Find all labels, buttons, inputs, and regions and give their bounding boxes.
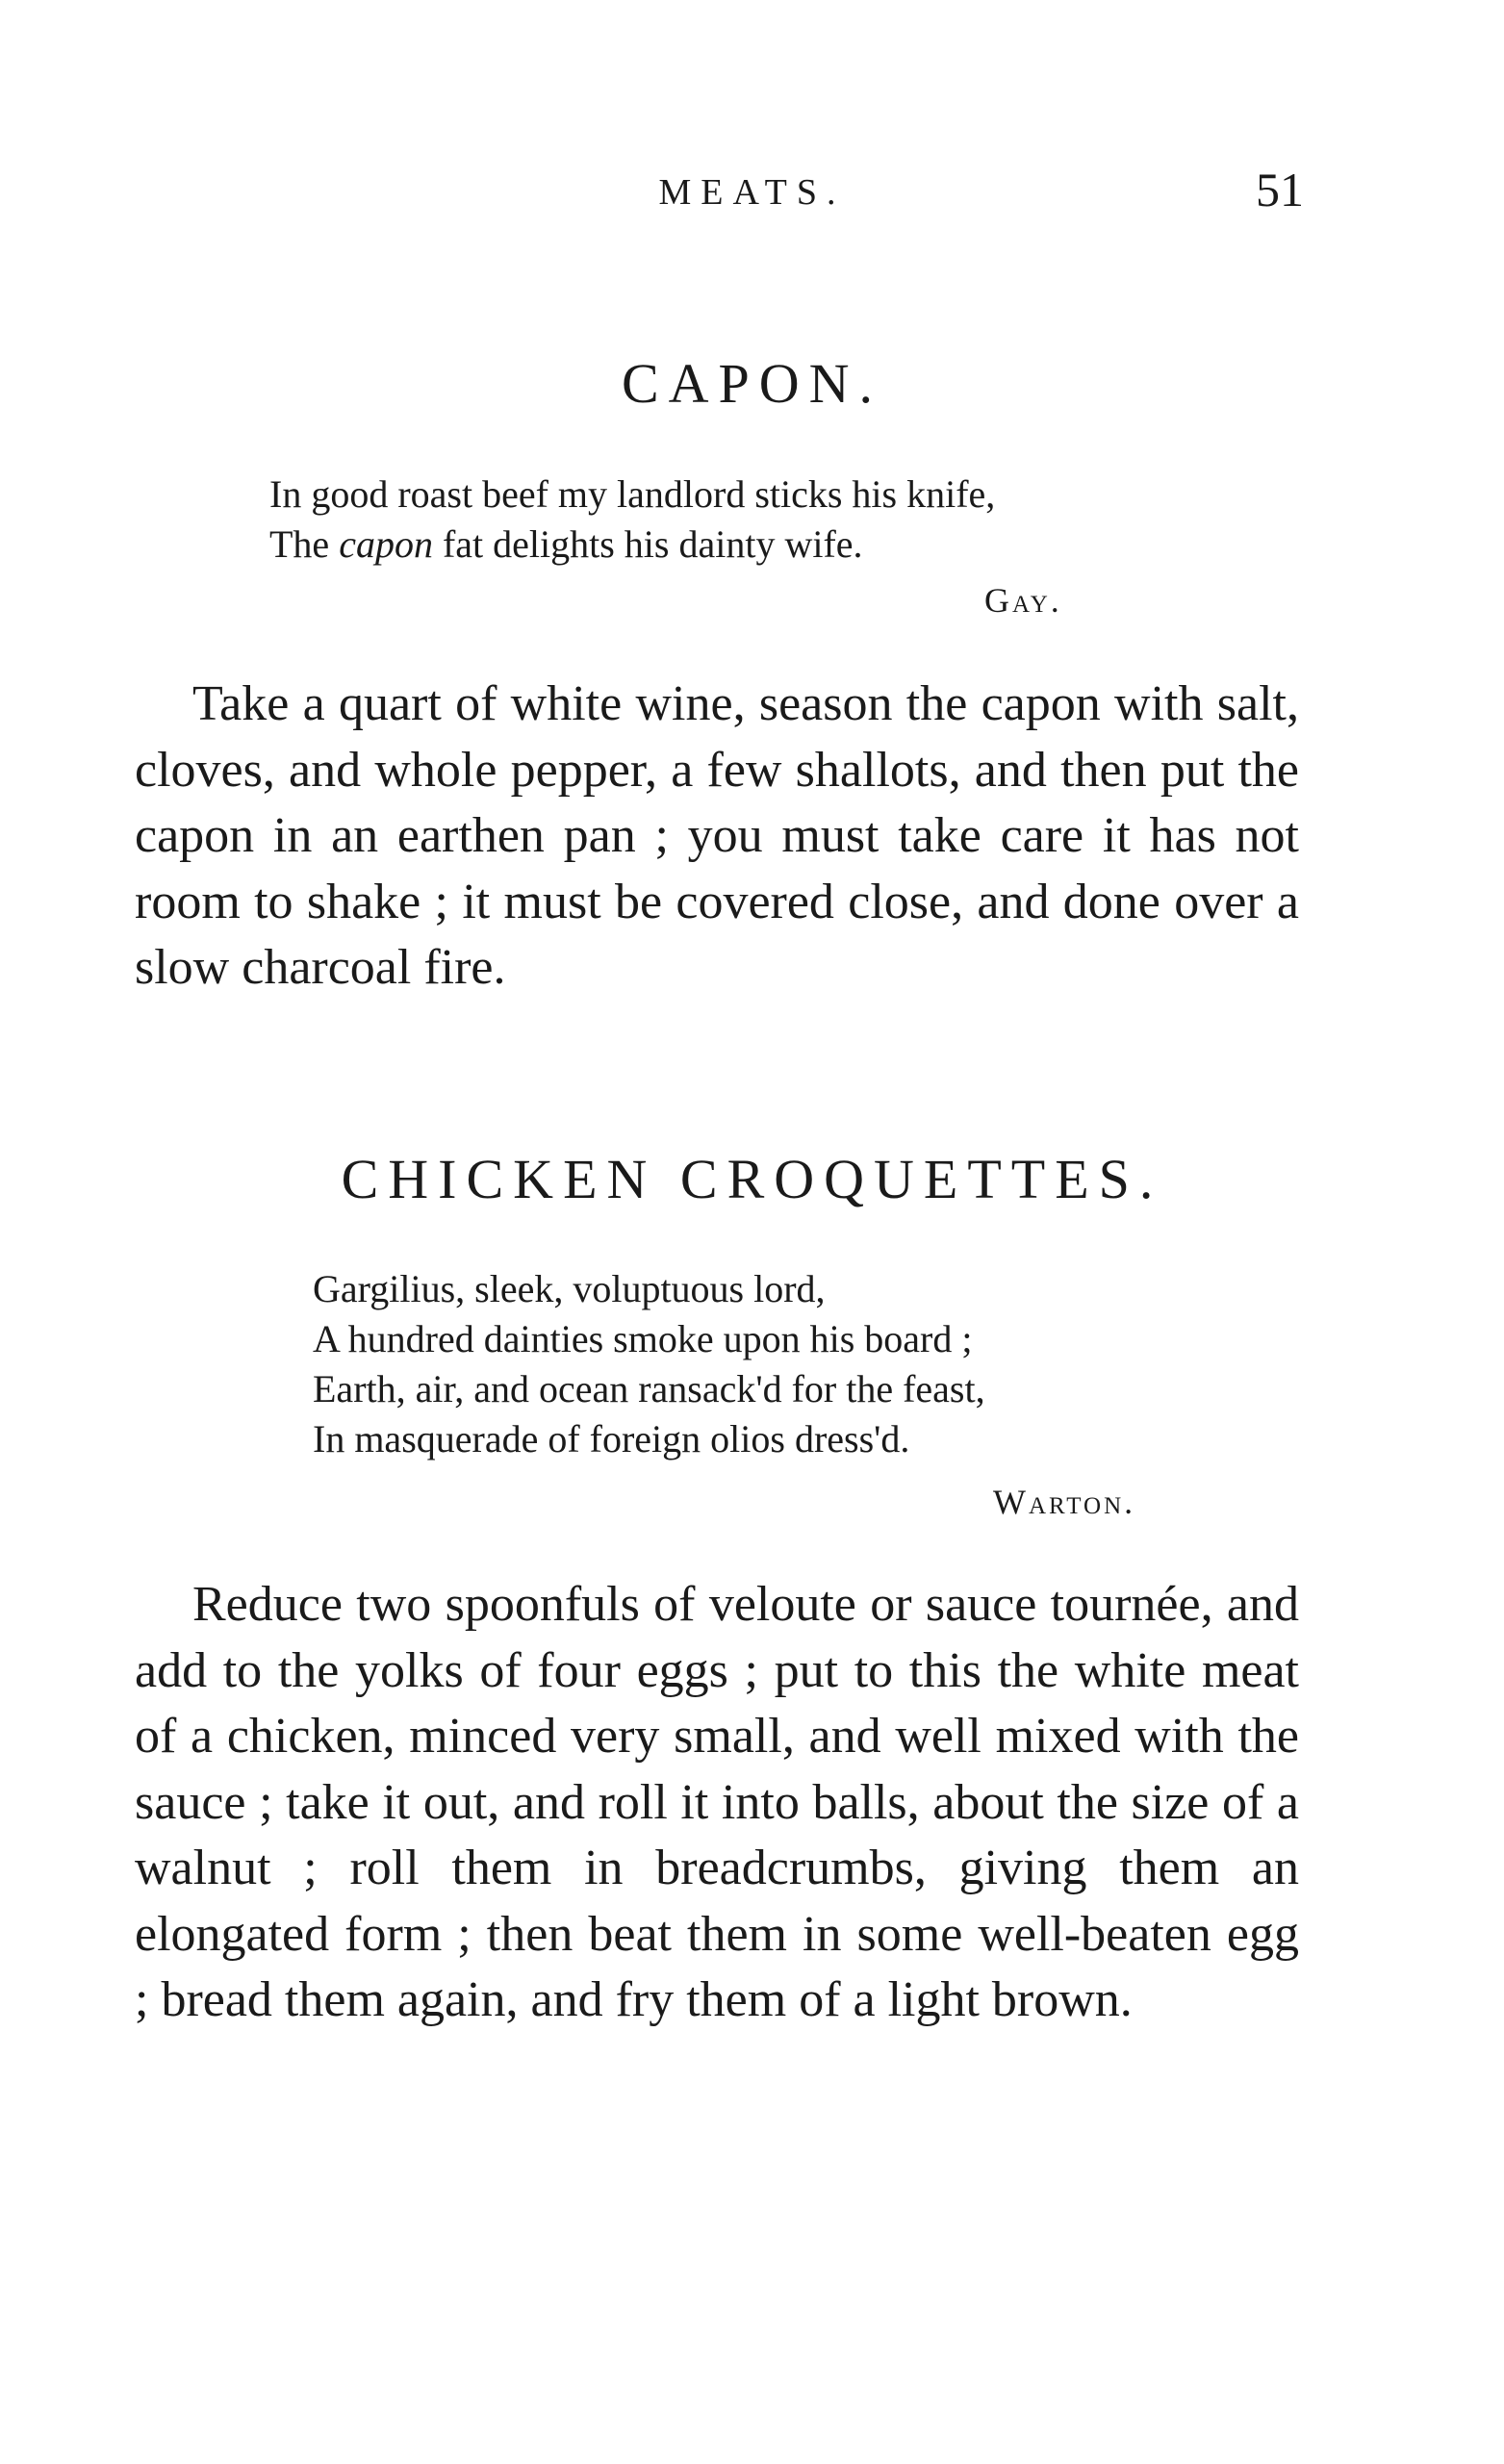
verse-fragment: fat delights his dainty wife. <box>432 522 863 566</box>
verse-line: In masquerade of foreign olios dress'd. <box>313 1417 910 1461</box>
paragraph-text: Take a quart of white wine, season the capon with salt, cloves, and whole pepper, a few shallots, and then put the capon in an earthen pan ; you must take care it has not room to shake ; it must be covered close, and done over a slow charcoal fire. <box>135 676 1299 995</box>
verse-italic-word: capon <box>339 522 433 566</box>
paragraph-capon <box>135 672 1299 1002</box>
section-heading-chicken-croquettes: CHICKEN CROQUETTES. <box>341 1148 1163 1210</box>
verse-line: In good roast beef my landlord sticks his knife, <box>269 472 996 516</box>
section-heading-capon: CAPON. <box>621 352 883 415</box>
attribution-chicken-croquettes: Warton. <box>993 1483 1136 1521</box>
verse-line: Earth, air, and ocean ransack'd for the feast, <box>313 1367 985 1410</box>
verse-line: A hundred dainties smoke upon his board ; <box>313 1317 973 1360</box>
verse-line: Gargilius, sleek, voluptuous lord, <box>313 1267 826 1310</box>
page-number: 51 <box>1256 163 1304 216</box>
verse-fragment: The <box>269 522 340 566</box>
epigraph-capon <box>269 470 995 570</box>
paragraph-chicken-croquettes <box>135 1572 1299 2034</box>
attribution-capon: Gay. <box>984 581 1062 620</box>
running-head: MEATS. <box>658 172 846 213</box>
verse-line <box>269 520 995 570</box>
epigraph-chicken-croquettes <box>313 1264 985 1464</box>
paragraph-text: Reduce two spoonfuls of veloute or sauce tournée, and add to the yolks of four eggs ; put to this the white meat of a chicken, minced very small, and well mixed with the sauce ; take it out, and roll it into balls, about the size of a walnut ; roll them in breadcrumbs, giving them an elongated form ; then beat them in some well-beaten egg ; bread them again, and fry them of a light brown. <box>135 1577 1299 2027</box>
